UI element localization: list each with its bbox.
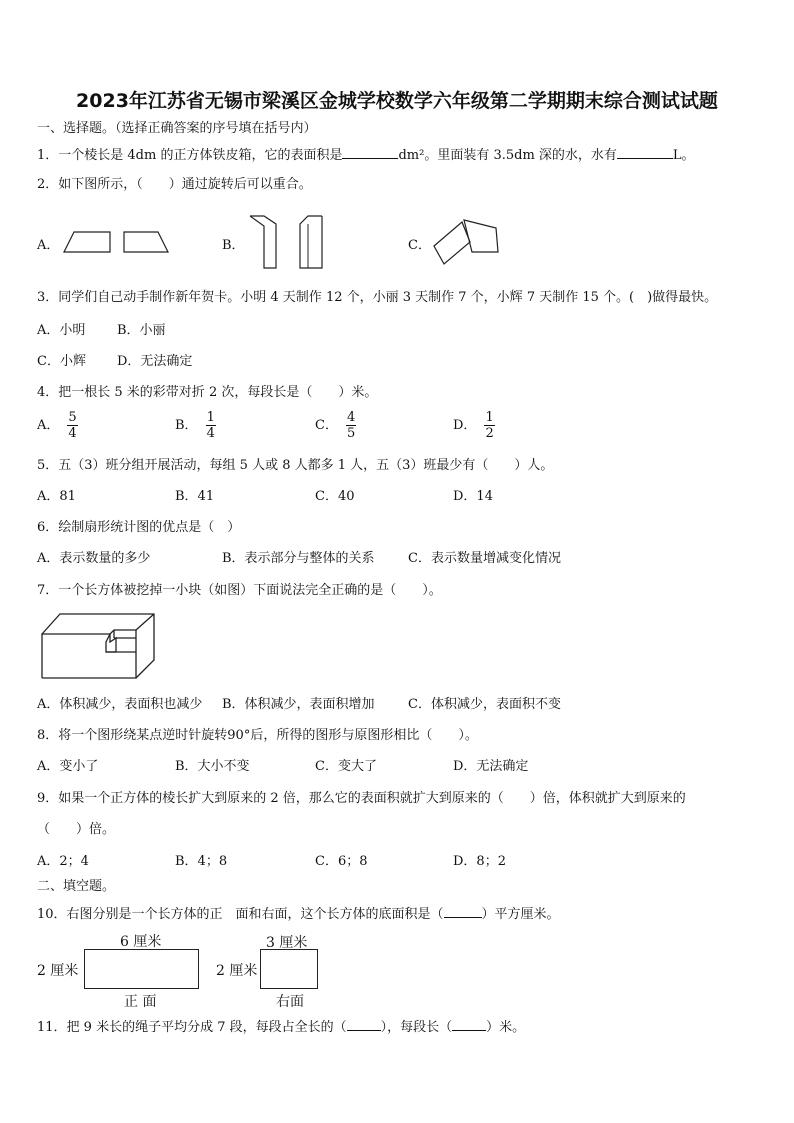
- option-b[interactable]: B．表示部分与整体的关系: [222, 551, 375, 566]
- option-a[interactable]: A． $\frac{5}{4}$: [37, 410, 77, 441]
- option-c-label: C．: [408, 238, 431, 253]
- answer-blank[interactable]: [342, 145, 398, 159]
- option-a[interactable]: A．小明: [37, 323, 86, 338]
- question-10: 10．右图分别是一个长方体的正 面和右面，这个长方体的底面积是（ ）平方厘米。: [37, 904, 560, 924]
- answer-blank[interactable]: [347, 1017, 381, 1031]
- right-width-label: 3 厘米: [266, 935, 308, 951]
- fraction: $\frac{1}{2}$: [485, 410, 494, 441]
- section-choice-heading: 一、选择题。（选择正确答案的序号填在括号内）: [37, 121, 317, 136]
- option-d[interactable]: D． $\frac{1}{2}$: [453, 410, 494, 441]
- option-d[interactable]: D．无法确定: [453, 759, 529, 774]
- question-8: 8．将一个图形绕某点逆时针旋转90°后，所得的图形与原图形相比（ ）。: [37, 728, 478, 743]
- option-a[interactable]: A．变小了: [37, 759, 99, 774]
- question-1: 1．一个棱长是 4dm 的正方体铁皮箱，它的表面积是 dm²。里面装有 3.5dm 深的水，水有 L。: [37, 145, 695, 165]
- question-6: 6．绘制扇形统计图的优点是（ ）: [37, 520, 241, 535]
- fraction: $\frac{1}{4}$: [206, 410, 215, 441]
- option-c[interactable]: C．6；8: [315, 854, 368, 869]
- option-d[interactable]: D．8；2: [453, 854, 506, 869]
- rotated-quadrilateral-figure: [432, 216, 504, 268]
- front-width-label: 6 厘米: [120, 934, 162, 950]
- right-height-label: 2 厘米: [216, 963, 258, 979]
- option-d[interactable]: D．14: [453, 489, 493, 504]
- question-9-continued: （ ）倍。: [37, 822, 116, 837]
- option-b[interactable]: B． $\frac{1}{4}$: [175, 410, 215, 441]
- answer-blank[interactable]: [444, 904, 482, 918]
- option-a[interactable]: A．2；4: [37, 854, 89, 869]
- question-4: 4．把一根长 5 米的彩带对折 2 次，每段长是（ ）米。: [37, 385, 378, 400]
- trapezoid-pair-figure: [64, 230, 174, 256]
- option-a[interactable]: A．表示数量的多少: [37, 551, 151, 566]
- front-face-label: 正 面: [124, 994, 157, 1010]
- answer-blank[interactable]: [452, 1017, 486, 1031]
- fraction: $\frac{4}{5}$: [346, 410, 356, 441]
- section-fill-heading: 二、填空题。: [37, 879, 116, 894]
- option-b[interactable]: B．大小不变: [175, 759, 250, 774]
- option-c[interactable]: C． $\frac{4}{5}$: [315, 410, 356, 441]
- fraction: $\frac{5}{4}$: [68, 410, 77, 441]
- cuboid-with-notch-figure: [40, 612, 158, 682]
- page-title: 2023年江苏省无锡市梁溪区金城学校数学六年级第二学期期末综合测试试题: [76, 90, 718, 112]
- question-5: 5．五（3）班分组开展活动，每组 5 人或 8 人都多 1 人，五（3）班最少有（ ）人。: [37, 458, 554, 473]
- option-b[interactable]: B．体积减少，表面积增加: [222, 697, 375, 712]
- question-3: 3．同学们自己动手制作新年贺卡。小明 4 天制作 12 个，小丽 3 天制作 7 个，小辉 7 天制作 15 个。( )做得最快。: [37, 290, 718, 305]
- question-7: 7．一个长方体被挖掉一小块（如图）下面说法完全正确的是（ ）。: [37, 583, 442, 598]
- option-b[interactable]: B．4；8: [175, 854, 228, 869]
- option-c[interactable]: C．小辉: [37, 354, 86, 369]
- l-shape-pair-figure: [248, 214, 332, 272]
- option-b[interactable]: B．41: [175, 489, 215, 504]
- answer-blank[interactable]: [617, 145, 673, 159]
- option-c[interactable]: C．表示数量增减变化情况: [408, 551, 561, 566]
- option-a[interactable]: A．81: [37, 489, 76, 504]
- option-a-label: A．: [37, 238, 60, 253]
- option-d[interactable]: D．无法确定: [117, 354, 193, 369]
- option-c[interactable]: C．体积减少，表面积不变: [408, 697, 561, 712]
- question-11: 11．把 9 米长的绳子平均分成 7 段，每段占全长的（ ），每段长（ ）米。: [37, 1017, 525, 1037]
- option-b-label: B．: [222, 238, 245, 253]
- question-2: 2．如下图所示，（ ）通过旋转后可以重合。: [37, 177, 312, 192]
- option-c[interactable]: C．变大了: [315, 759, 377, 774]
- question-9: 9．如果一个正方体的棱长扩大到原来的 2 倍，那么它的表面积就扩大到原来的（ ）倍，体积就扩大到原来的: [37, 791, 686, 806]
- right-face-rectangle: [260, 949, 318, 989]
- option-c[interactable]: C．40: [315, 489, 355, 504]
- option-b[interactable]: B．小丽: [117, 323, 166, 338]
- front-height-label: 2 厘米: [37, 963, 79, 979]
- front-face-rectangle: [84, 949, 199, 989]
- option-a[interactable]: A．体积减少，表面积也减少: [37, 697, 203, 712]
- right-face-label: 右面: [276, 994, 304, 1010]
